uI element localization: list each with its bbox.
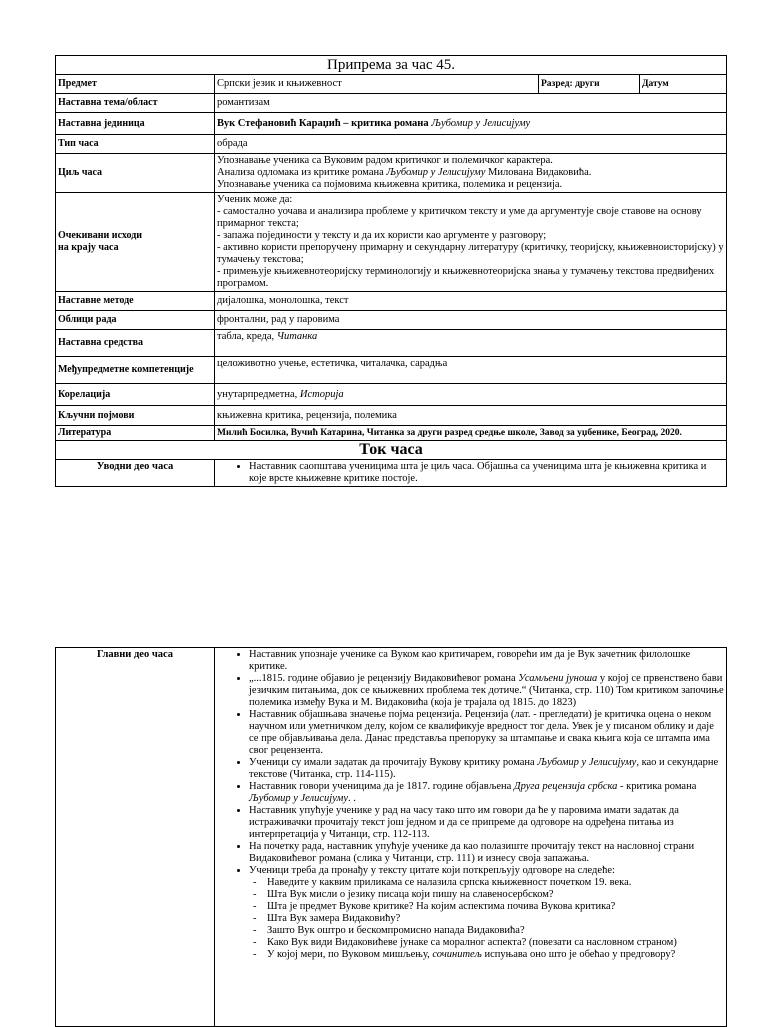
correlation-label: Корелација [56, 384, 215, 406]
main-content [215, 648, 727, 1027]
goal-value: Упознавање ученика са Вуковим радом критичког и полемичког карактера. Анализа одломака из критике романа Љубомир у Јелисијуму Милована Видаковића. Упознавање ученика са појмовима књижевна критика, полемика и рецензија. [215, 154, 727, 193]
lesson-plan-table [55, 55, 727, 487]
competences-label: Међупредметне компетенције [56, 357, 215, 384]
methods-value: дијалошка, монолошка, текст [215, 292, 727, 311]
type-value: обрада [215, 135, 727, 154]
outcomes-value: Ученик може да: - самостално уочава и анализира проблеме у критичком тексту и уме да аргументује своје ставове на основу примарног текста; - запажа појединости у тексту и да их користи као аргументе у разговору; - активно користи препоручену примарну и секундарну литературу (критичку, теоријску, књижевноисторијску) у тумачењу текстова; - примењује књижевнотеоријску терминологију и књижевнотеоријска знања у тумачењу текстова предвиђених програмом. [215, 193, 727, 292]
question-item: - Зашто Вук оштро и бескомпромисно напада Видаковића? [267, 925, 724, 937]
list-item: • Ученици су имали задатак да прочитају Вукову критику романа Љубомир у Јелисијуму, као и секундарне текстове (Читанка, стр. 114-115). [249, 757, 724, 781]
intro-content [215, 460, 727, 487]
forms-label: Облици рада [56, 311, 215, 330]
question-item: - Шта је предмет Вукове критике? На којим аспектима почива Вукова критика? [267, 901, 724, 913]
question-item: - У којој мери, по Вуковом мишљењу, сочинитељ испуњава оно што је обећао у предговору? [267, 949, 724, 961]
subject-label: Предмет [56, 75, 215, 94]
main-label: Главни део часа [56, 648, 215, 1027]
literature-label: Литература [56, 426, 215, 441]
date-label: Датум [640, 75, 727, 94]
intro-label: Уводни део часа [56, 460, 215, 487]
keywords-label: Кључни појмови [56, 406, 215, 426]
goal-label: Циљ часа [56, 154, 215, 193]
list-item: • Наставник говори ученицима да је 1817. године објављена Друга рецензија србска - критика романа Љубомир у Јелисијуму. . [249, 781, 724, 805]
list-item: • Ученици треба да пронађу у тексту цитате који поткрепљују одговоре на следеће: - Наведите у каквим приликама се налазила српска књижевност почетком 19. века. - Шта Вук мисли о језику писаца који пишу на славеносербском? - Шта је предмет Вукове критике? На којим аспектима почива Вукова критика? - Шта Вук замера Видаковићу? - Зашто Вук оштро и бескомпромисно напада Видаковића? - Како Вук види Видаковићеве јунаке са моралног аспекта? (повезати са насловном страном) - У којој мери, по Вуковом мишљењу, сочинитељ испуњава оно што је обећао у предговору? [249, 865, 724, 961]
unit-value: Вук Стефановић Караџић – критика романа Љубомир у Јелисијуму [215, 113, 727, 135]
list-item: • На почетку рада, наставник упућује ученике да као полазиште прочитају текст на насловној страни Видаковићевог романа (слика у Читанци, стр. 111) и изнесу своја запажања. [249, 841, 724, 865]
list-item: • Наставник упознаје ученике са Вуком као критичарем, говорећи им да је Вук зачетник филолошке критике. [249, 649, 724, 673]
page-title: Припрема за час 45. [56, 56, 727, 75]
competences-value: целоживотно учење, естетичка, читалачка, сарадња [215, 357, 727, 384]
grade-label: Разред: други [539, 75, 640, 94]
methods-label: Наставне методе [56, 292, 215, 311]
list-item: • „...1815. године објавио је рецензију Видаковићевог романа Усамљени јуноша у којој се првенствено бави језичким питањима, док се књижевних проблема тек дотиче.“ (Читанка, стр. 110) Том критиком започиње полемика између Вука и М. Видаковића (која је трајала од 1815. до 1823) [249, 673, 724, 709]
topic-label: Наставна тема/област [56, 94, 215, 113]
unit-label: Наставна јединица [56, 113, 215, 135]
question-item: - Шта Вук замера Видаковићу? [267, 913, 724, 925]
subject-value: Српски језик и књижевност [215, 75, 539, 94]
question-item: - Наведите у каквим приликама се налазила српска књижевност почетком 19. века. [267, 877, 724, 889]
list-item: • Наставник саопштава ученицима шта је циљ часа. Објашња са ученицима шта је књижевна критика и које врсте књижевне критике постоје. [249, 461, 724, 485]
forms-value: фронтални, рад у паровима [215, 311, 727, 330]
topic-value: романтизам [215, 94, 727, 113]
type-label: Тип часа [56, 135, 215, 154]
literature-value: Милић Босилка, Вучић Катарина, Читанка за други разред средње школе, Завод за уџбенике, Београд, 2020. [215, 426, 727, 441]
list-item: • Наставник упућује ученике у рад на часу тако што им говори да ће у паровима имати задатак да истраживачки прочитају текст још једном и да се припреме да одговоре на одређена питања из интерпретација у Читанци, стр. 112-113. [249, 805, 724, 841]
tok-heading: Ток часа [56, 441, 727, 460]
keywords-value: књижевна критика, рецензија, полемика [215, 406, 727, 426]
correlation-value: унутарпредметна, Историја [215, 384, 727, 406]
outcomes-label: Очекивани исходи на крају часа [56, 193, 215, 292]
lesson-main-table [55, 647, 727, 1027]
means-label: Наставна средства [56, 330, 215, 357]
question-item: - Како Вук види Видаковићеве јунаке са моралног аспекта? (повезати са насловном страном) [267, 937, 724, 949]
means-value: табла, креда, Читанка [215, 330, 727, 357]
list-item: • Наставник објашњава значење појма рецензија. Рецензија (лат. - прегледати) је критичка оцена о неком научном или уметничком делу, којом се квалификује вредност тог дела. Увек је у писаном облику и даје се пре објављивања дела. Данас представља препоруку за штампање и свака књига која се штампа има свог рецензента. [249, 709, 724, 757]
question-item: - Шта Вук мисли о језику писаца који пишу на славеносербском? [267, 889, 724, 901]
